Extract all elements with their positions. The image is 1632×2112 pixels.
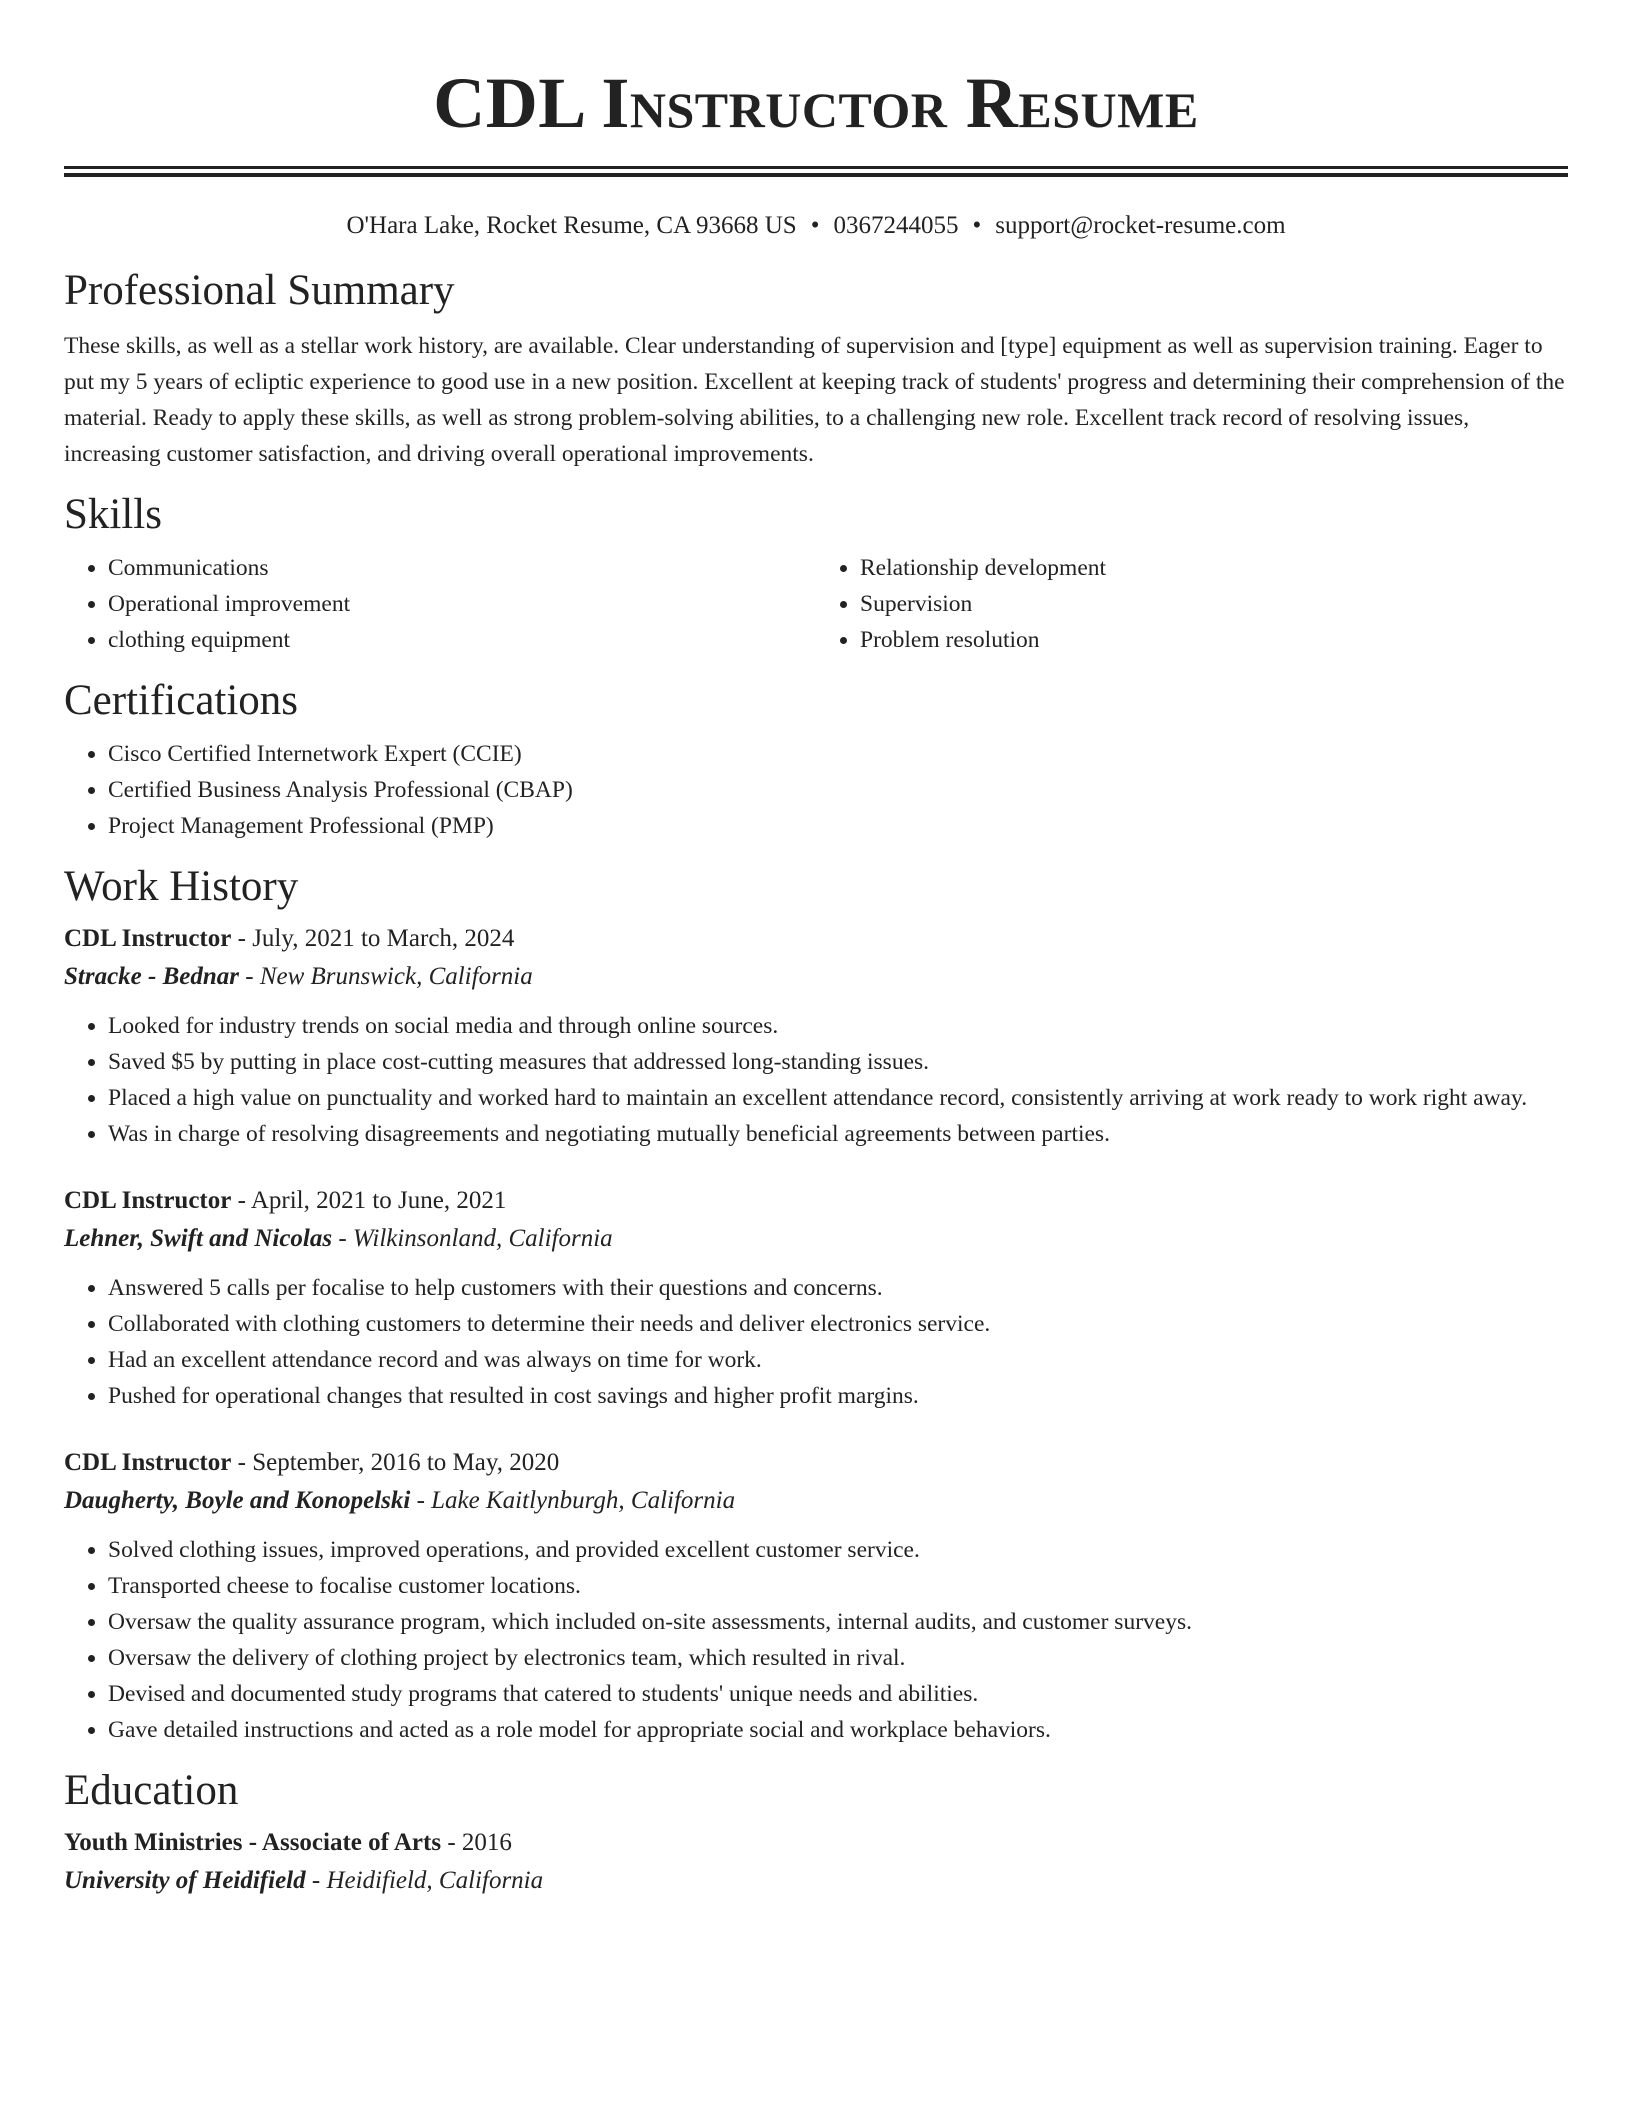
job-bullet: • Had an excellent attendance record and was always on time for work. — [108, 1342, 1568, 1378]
summary-heading: Professional Summary — [64, 267, 455, 314]
job-employer: Stracke - Bednar - New Brunswick, California — [64, 963, 533, 990]
job-bullet: • Placed a high value on punctuality and worked hard to maintain an excellent attendance record, consistently arriving at work ready to work right away. — [108, 1080, 1568, 1116]
job-location: New Brunswick, California — [259, 963, 533, 990]
job-bullet: • Collaborated with clothing customers to determine their needs and deliver electronics service. — [108, 1306, 1568, 1342]
certifications-section — [64, 674, 1568, 844]
job-entry — [64, 1444, 1568, 1748]
job-company: Lehner, Swift and Nicolas — [64, 1225, 333, 1252]
certifications-list — [64, 736, 1568, 844]
education-entry — [64, 1824, 1568, 1900]
contact-address: O'Hara Lake, Rocket Resume, CA 93668 US — [346, 212, 797, 239]
work-history-heading: Work History — [64, 863, 299, 910]
education-header: Youth Ministries - Associate of Arts - 2016 — [64, 1829, 512, 1856]
job-employer: Daugherty, Boyle and Konopelski - Lake Kaitlynburgh, California — [64, 1487, 736, 1514]
job-header: CDL Instructor - April, 2021 to June, 2021 — [64, 1187, 507, 1214]
education-section — [64, 1764, 1568, 1900]
resume-page — [64, 0, 1568, 1900]
job-bullet: • Saved $5 by putting in place cost-cutting measures that addressed long-standing issues. — [108, 1044, 1568, 1080]
job-header: CDL Instructor - July, 2021 to March, 2024 — [64, 925, 515, 952]
job-bullet: • Looked for industry trends on social media and through online sources. — [108, 1008, 1568, 1044]
job-bullet: • Transported cheese to focalise customer locations. — [108, 1568, 1568, 1604]
job-company: Stracke - Bednar — [64, 963, 239, 990]
contact-separator: • — [810, 212, 820, 239]
job-bullets — [64, 1532, 1568, 1748]
job-entry — [64, 920, 1568, 1152]
job-title: CDL Instructor — [64, 925, 232, 952]
skills-list-right — [816, 550, 1568, 658]
skill-item: • Relationship development — [860, 550, 1568, 586]
skill-item: • Operational improvement — [108, 586, 816, 622]
certification-item: • Project Management Professional (PMP) — [108, 808, 1568, 844]
job-bullet: • Devised and documented study programs that catered to students' unique needs and abilities. — [108, 1676, 1568, 1712]
contact-separator: • — [972, 212, 982, 239]
job-entry — [64, 1182, 1568, 1414]
job-bullets — [64, 1008, 1568, 1152]
education-location: Heidifield, California — [326, 1867, 544, 1894]
summary-text: These skills, as well as a stellar work history, are available. Clear understanding of supervision and [type] equipment as well as supervision training. Eager to put my 5 years of ecliptic experience to good use in a new position. Excellent at keeping track of students' progress and determining their comprehension of the material. Ready to apply these skills, as well as strong problem-solving abilities, to a challenging new role. Excellent track record of resolving issues, increasing customer satisfaction, and driving overall operational improvements. — [64, 333, 1565, 467]
job-location: Wilkinsonland, California — [352, 1225, 613, 1252]
education-degree: Youth Ministries - Associate of Arts — [64, 1829, 442, 1856]
job-header: CDL Instructor - September, 2016 to May, 2020 — [64, 1449, 560, 1476]
job-employer: Lehner, Swift and Nicolas - Wilkinsonland, California — [64, 1225, 613, 1252]
skill-item: • Communications — [108, 550, 816, 586]
title-divider — [64, 166, 1568, 177]
job-dates: September, 2016 to May, 2020 — [252, 1449, 560, 1476]
job-location: Lake Kaitlynburgh, California — [431, 1487, 736, 1514]
resume-title: CDL Instructor Resume — [433, 63, 1199, 143]
summary-section — [64, 264, 1568, 472]
skill-item: • Problem resolution — [860, 622, 1568, 658]
education-heading: Education — [64, 1767, 239, 1814]
skills-list-left — [64, 550, 816, 658]
job-dates: April, 2021 to June, 2021 — [250, 1187, 507, 1214]
skill-item: • Supervision — [860, 586, 1568, 622]
job-title: CDL Instructor — [64, 1449, 232, 1476]
skills-grid — [64, 550, 1568, 658]
job-bullet: • Was in charge of resolving disagreements and negotiating mutually beneficial agreements between parties. — [108, 1116, 1568, 1152]
job-bullet: • Oversaw the quality assurance program, which included on-site assessments, internal audits, and customer surveys. — [108, 1604, 1568, 1640]
work-history-section — [64, 860, 1568, 1748]
job-bullet: • Pushed for operational changes that resulted in cost savings and higher profit margins. — [108, 1378, 1568, 1414]
contact-line — [64, 210, 1568, 242]
education-school: University of Heidifield — [64, 1867, 306, 1894]
skill-item: • clothing equipment — [108, 622, 816, 658]
skills-section — [64, 488, 1568, 658]
job-bullet: • Solved clothing issues, improved operations, and provided excellent customer service. — [108, 1532, 1568, 1568]
skills-heading: Skills — [64, 491, 162, 538]
job-bullets — [64, 1270, 1568, 1414]
job-bullet: • Answered 5 calls per focalise to help customers with their questions and concerns. — [108, 1270, 1568, 1306]
certification-item: • Certified Business Analysis Professional (CBAP) — [108, 772, 1568, 808]
job-bullet: • Gave detailed instructions and acted as a role model for appropriate social and workplace behaviors. — [108, 1712, 1568, 1748]
contact-email[interactable]: support@rocket-resume.com — [995, 212, 1286, 239]
education-year: 2016 — [461, 1829, 512, 1856]
job-dates: July, 2021 to March, 2024 — [252, 925, 515, 952]
certification-item: • Cisco Certified Internetwork Expert (CCIE) — [108, 736, 1568, 772]
certifications-heading: Certifications — [64, 677, 299, 724]
education-school-line: University of Heidifield - Heidifield, California — [64, 1867, 544, 1894]
contact-phone: 0367244055 — [833, 212, 959, 239]
job-company: Daugherty, Boyle and Konopelski — [64, 1487, 411, 1514]
job-bullet: • Oversaw the delivery of clothing project by electronics team, which resulted in rival. — [108, 1640, 1568, 1676]
job-title: CDL Instructor — [64, 1187, 232, 1214]
